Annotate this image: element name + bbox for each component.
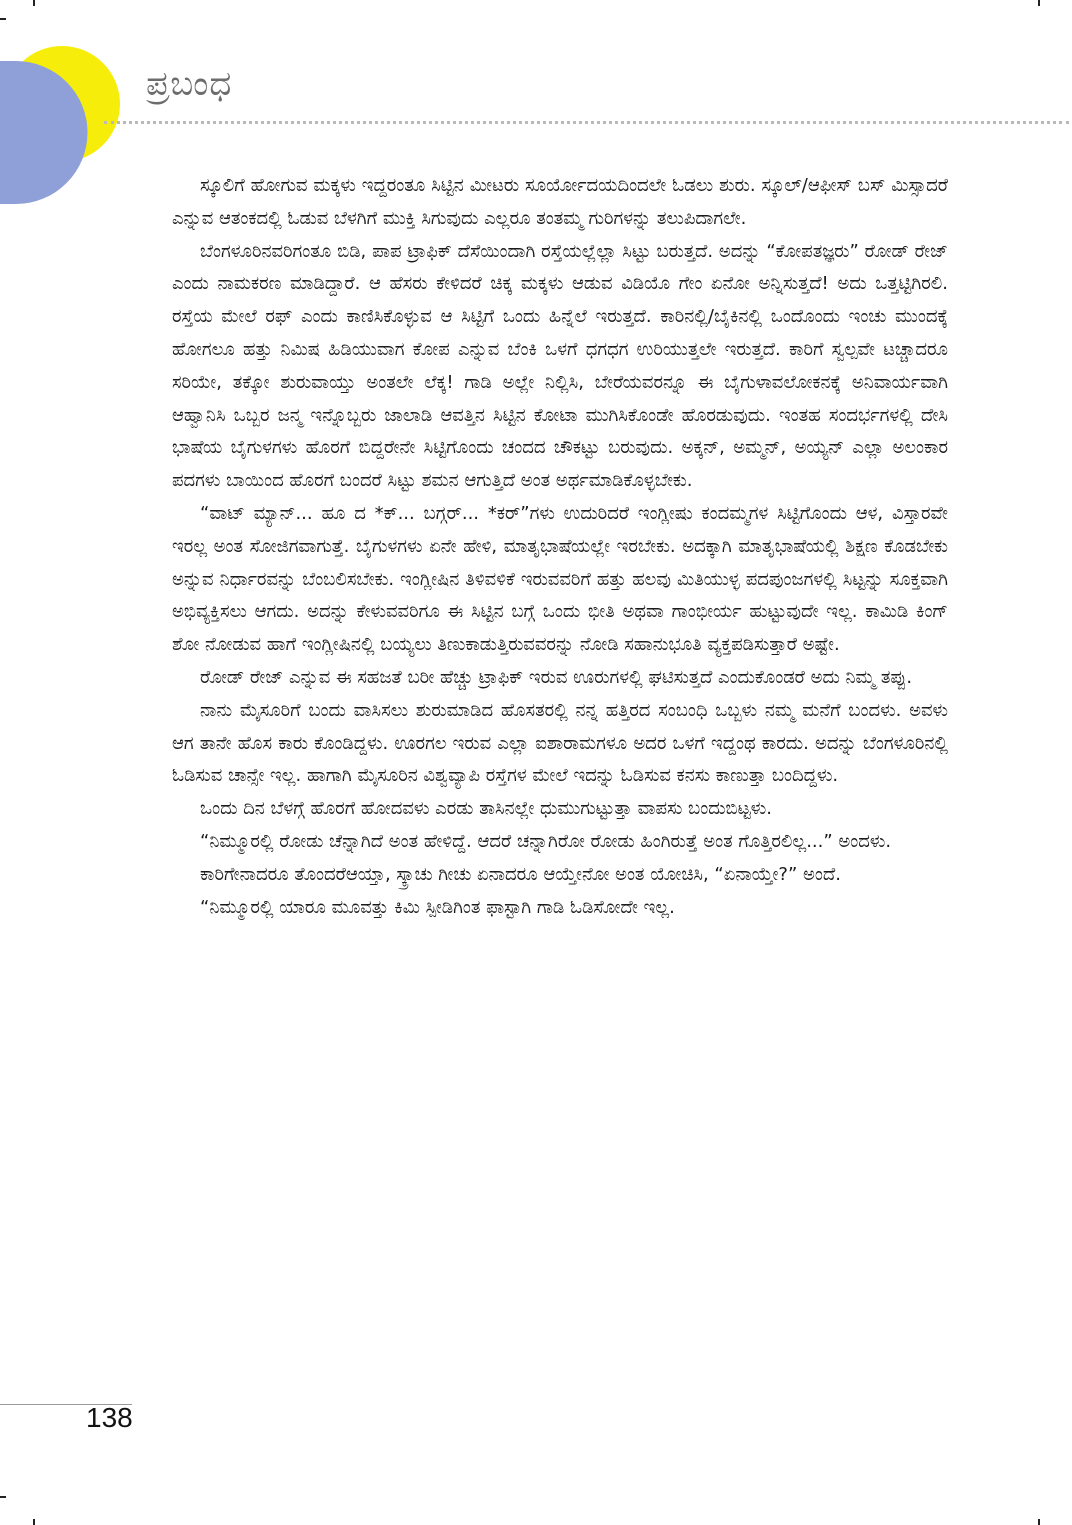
crop-mark-bottom-center-left <box>33 1519 35 1525</box>
paragraph: “ವಾಟ್ ಮ್ಯಾನ್... ಹೂ ದ *ಕ್... ಬಗ್ಗರ್... *ಕರ್”ಗಳು ಉದುರಿದರೆ ಇಂಗ್ಲೀಷು ಕಂದಮ್ಮಗಳ ಸಿಟ್ಟಿಗೊಂದು ಆಳ, ವಿಸ್ತಾರವೇ ಇರಲ್ಲ ಅಂತ ಸೋಜಿಗವಾಗುತ್ತೆ. ಬೈಗುಳಗಳು ಏನೇ ಹೇಳಿ, ಮಾತೃಭಾಷೆಯಲ್ಲೇ ಇರಬೇಕು. ಅದಕ್ಕಾಗಿ ಮಾತೃಭಾಷೆಯಲ್ಲಿ ಶಿಕ್ಷಣ ಕೊಡಬೇಕು ಅನ್ನುವ ನಿರ್ಧಾರವನ್ನು ಬೆಂಬಲಿಸಬೇಕು. ಇಂಗ್ಲೀಷಿನ ತಿಳಿವಳಿಕೆ ಇರುವವರಿಗೆ ಹತ್ತು ಹಲವು ಮಿತಿಯುಳ್ಳ ಪದಪುಂಜಗಳಲ್ಲಿ ಸಿಟ್ಟನ್ನು ಸೂಕ್ತವಾಗಿ ಅಭಿವ್ಯಕ್ತಿಸಲು ಆಗದು. ಅದನ್ನು ಕೇಳುವವರಿಗೂ ಈ ಸಿಟ್ಟಿನ ಬಗ್ಗೆ ಒಂದು ಭೀತಿ ಅಥವಾ ಗಾಂಭೀರ್ಯ ಹುಟ್ಟುವುದೇ ಇಲ್ಲ. ಕಾಮಿಡಿ ಕಿಂಗ್ ಶೋ ನೋಡುವ ಹಾಗೆ ಇಂಗ್ಲೀಷಿನಲ್ಲಿ ಬಯ್ಯಲು ತಿಣುಕಾಡುತ್ತಿರುವವರನ್ನು ನೋಡಿ ಸಹಾನುಭೂತಿ ವ್ಯಕ್ತಪಡಿಸುತ್ತಾರೆ ಅಷ್ಟೇ. <box>172 502 948 656</box>
paragraph: “ನಿಮ್ಮೂರಲ್ಲಿ ರೋಡು ಚೆನ್ನಾಗಿದೆ ಅಂತ ಹೇಳಿದ್ದೆ. ಆದರೆ ಚನ್ನಾಗಿರೋ ರೋಡು ಹಿಂಗಿರುತ್ತೆ ಅಂತ ಗೊತ್ತಿರಲಿಲ್ಲ...” ಅಂದಳು. <box>200 830 892 852</box>
crop-mark-bottom-center-right <box>1038 1519 1040 1525</box>
dotted-rule <box>104 121 1069 124</box>
paragraph: ಬೆಂಗಳೂರಿನವರಿಗಂತೂ ಬಿಡಿ, ಪಾಪ ಟ್ರಾಫಿಕ್ ದೆಸೆಯಿಂದಾಗಿ ರಸ್ತೆಯಲ್ಲೆಲ್ಲಾ ಸಿಟ್ಟು ಬರುತ್ತದೆ. ಅದನ್ನು “ಕೋಪತಜ್ಞರು” ರೋಡ್ ರೇಜ್ ಎಂದು ನಾಮಕರಣ ಮಾಡಿದ್ದಾರೆ. ಆ ಹೆಸರು ಕೇಳಿದರೆ ಚಿಕ್ಕ ಮಕ್ಕಳು ಆಡುವ ವಿಡಿಯೊ ಗೇಂ ಏನೋ ಅನ್ನಿಸುತ್ತದೆ! ಅದು ಒತ್ತಟ್ಟಿಗಿರಲಿ. ರಸ್ತೆಯ ಮೇಲೆ ರಫ್ ಎಂದು ಕಾಣಿಸಿಕೊಳ್ಳುವ ಆ ಸಿಟ್ಟಿಗೆ ಒಂದು ಹಿನ್ನೆಲೆ ಇರುತ್ತದೆ. ಕಾರಿನಲ್ಲಿ/ಬೈಕಿನಲ್ಲಿ ಒಂದೊಂದು ಇಂಚು ಮುಂದಕ್ಕೆ ಹೋಗಲೂ ಹತ್ತು ನಿಮಿಷ ಹಿಡಿಯುವಾಗ ಕೋಪ ಎನ್ನುವ ಬೆಂಕಿ ಒಳಗೆ ಧಗಧಗ ಉರಿಯುತ್ತಲೇ ಇರುತ್ತದೆ. ಕಾರಿಗೆ ಸ್ವಲ್ಪವೇ ಟಚ್ಚಾದರೂ ಸರಿಯೇ, ತಕ್ಕೋ ಶುರುವಾಯ್ತು ಅಂತಲೇ ಲೆಕ್ಕ! ಗಾಡಿ ಅಲ್ಲೇ ನಿಲ್ಲಿಸಿ, ಬೇರೆಯವರನ್ನೂ ಈ ಬೈಗುಳಾವಲೋಕನಕ್ಕೆ ಅನಿವಾರ್ಯವಾಗಿ ಆಹ್ವಾನಿಸಿ ಒಬ್ಬರ ಜನ್ಮ ಇನ್ನೊಬ್ಬರು ಜಾಲಾಡಿ ಆವತ್ತಿನ ಸಿಟ್ಟಿನ ಕೋಟಾ ಮುಗಿಸಿಕೊಂಡೇ ಹೊರಡುವುದು. ಇಂತಹ ಸಂದರ್ಭಗಳಲ್ಲಿ ದೇಸಿ ಭಾಷೆಯ ಬೈಗುಳಗಳು ಹೊರಗೆ ಬಿದ್ದರೇನೇ ಸಿಟ್ಟಿಗೊಂದು ಚಂದದ ಚೌಕಟ್ಟು ಬರುವುದು. ಅಕ್ಕನ್, ಅಮ್ಮನ್, ಅಯ್ಯನ್ ಎಲ್ಲಾ ಅಲಂಕಾರ ಪದಗಳು ಬಾಯಿಂದ ಹೊರಗೆ ಬಂದರೆ ಸಿಟ್ಟು ಶಮನ ಆಗುತ್ತಿದೆ ಅಂತ ಅರ್ಥಮಾಡಿಕೊಳ್ಳಬೇಕು. <box>172 240 948 492</box>
paragraph: ಸ್ಕೂಲಿಗೆ ಹೋಗುವ ಮಕ್ಕಳು ಇದ್ದರಂತೂ ಸಿಟ್ಟಿನ ಮೀಟರು ಸೂರ್ಯೋದಯದಿಂದಲೇ ಓಡಲು ಶುರು. ಸ್ಕೂಲ್/ಆಫೀಸ್ ಬಸ್ ಮಿಸ್ಸಾದರೆ ಎನ್ನುವ ಆತಂಕದಲ್ಲಿ ಓಡುವ ಬೆಳಗಿಗೆ ಮುಕ್ತಿ ಸಿಗುವುದು ಎಲ್ಲರೂ ತಂತಮ್ಮ ಗುರಿಗಳನ್ನು ತಲುಪಿದಾಗಲೇ. <box>172 175 948 229</box>
crop-mark-bottom-left <box>0 1496 6 1498</box>
page-number: 138 <box>86 1402 133 1433</box>
paragraph: ಕಾರಿಗೇನಾದರೂ ತೊಂದರೆಆಯ್ತಾ, ಸ್ಕ್ರಾಚು ಗೀಚು ಏನಾದರೂ ಆಯ್ತೇನೋ ಅಂತ ಯೋಚಿಸಿ, “ಏನಾಯ್ತೇ?” ಅಂದೆ. <box>200 863 841 885</box>
paragraph: “ನಿಮ್ಮೂರಲ್ಲಿ ಯಾರೂ ಮೂವತ್ತು ಕಿಮಿ ಸ್ಪೀಡಿಗಿಂತ ಫಾಸ್ಟಾಗಿ ಗಾಡಿ ಓಡಿಸೋದೇ ಇಲ್ಲ. <box>200 896 675 918</box>
section-title: ಪ್ರಬಂಧ <box>146 64 233 104</box>
paragraph: ರೋಡ್ ರೇಜ್ ಎನ್ನುವ ಈ ಸಹಜತೆ ಬರೀ ಹೆಚ್ಚು ಟ್ರಾಫಿಕ್ ಇರುವ ಊರುಗಳಲ್ಲಿ ಘಟಿಸುತ್ತದೆ ಎಂದುಕೊಂಡರೆ ಅದು ನಿಮ್ಮ ತಪ್ಪು. <box>200 666 913 688</box>
paragraph: ನಾನು ಮೈಸೂರಿಗೆ ಬಂದು ವಾಸಿಸಲು ಶುರುಮಾಡಿದ ಹೊಸತರಲ್ಲಿ ನನ್ನ ಹತ್ತಿರದ ಸಂಬಂಧಿ ಒಬ್ಬಳು ನಮ್ಮ ಮನೆಗೆ ಬಂದಳು. ಅವಳು ಆಗ ತಾನೇ ಹೊಸ ಕಾರು ಕೊಂಡಿದ್ದಳು. ಊರಗಲ ಇರುವ ಎಲ್ಲಾ ಐಶಾರಾಮಗಳೂ ಅದರ ಒಳಗೆ ಇದ್ದಂಥ ಕಾರದು. ಅದನ್ನು ಬೆಂಗಳೂರಿನಲ್ಲಿ ಓಡಿಸುವ ಚಾನ್ಸೇ ಇಲ್ಲ. ಹಾಗಾಗಿ ಮೈಸೂರಿನ ವಿಶ್ವವ್ಯಾಪಿ ರಸ್ತೆಗಳ ಮೇಲೆ ಇದನ್ನು ಓಡಿಸುವ ಕನಸು ಕಾಣುತ್ತಾ ಬಂದಿದ್ದಳು. <box>172 699 948 787</box>
article-body <box>172 170 948 924</box>
crop-mark-top-center-right <box>1038 0 1040 6</box>
header-decoration <box>0 0 130 210</box>
paragraph: ಒಂದು ದಿನ ಬೆಳಗ್ಗೆ ಹೊರಗೆ ಹೋದವಳು ಎರಡು ತಾಸಿನಲ್ಲೇ ಧುಮುಗುಟ್ಟುತ್ತಾ ವಾಪಸು ಬಂದುಬಿಟ್ಟಳು. <box>200 798 772 820</box>
